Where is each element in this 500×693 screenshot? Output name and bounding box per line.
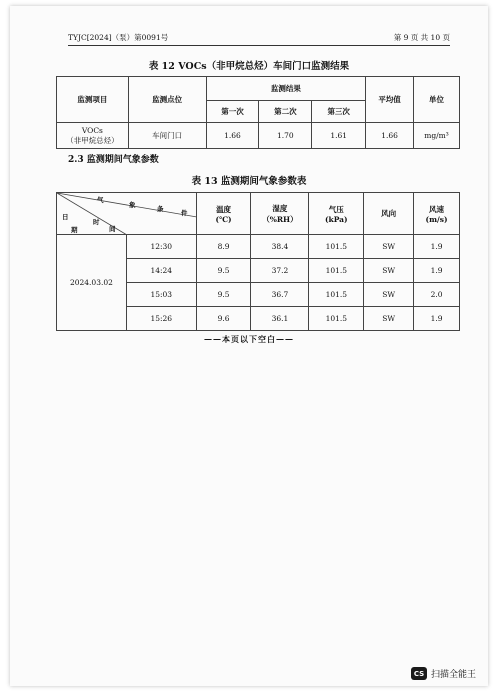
- th-point: 监测点位: [128, 77, 206, 123]
- diag-tiao: 条: [157, 205, 164, 213]
- cell-time: 14:24: [126, 259, 196, 283]
- temp-label: 温度: [216, 204, 232, 214]
- cell-wind-speed: 1.9: [414, 259, 460, 283]
- diagonal-lines: [57, 193, 197, 235]
- th-item: 监测项目: [57, 77, 129, 123]
- diag-jian: 件: [181, 209, 188, 217]
- cell-second: 1.70: [259, 123, 312, 149]
- diag-jian2: 间: [109, 225, 116, 233]
- cell-point: 车间门口: [128, 123, 206, 149]
- pressure-unit: (kPa): [325, 214, 348, 224]
- table12-caption: 表 12 VOCs（非甲烷总烃）车间门口监测结果: [148, 61, 350, 72]
- cell-wind-speed: 1.9: [414, 235, 460, 259]
- cell-wind-dir: SW: [364, 307, 414, 331]
- humidity-label: 湿度: [272, 203, 288, 213]
- report-number: TYJC[2024]（泵）第0091号: [68, 33, 169, 42]
- cell-temp: 8.9: [196, 235, 251, 259]
- document-page: [10, 6, 488, 686]
- diag-qi2: 期: [71, 226, 78, 234]
- cell-third: 1.61: [312, 123, 366, 149]
- cell-temp: 9.5: [196, 283, 251, 307]
- diag-shi: 时: [93, 218, 100, 226]
- cell-wind-dir: SW: [364, 283, 414, 307]
- cell-date: 2024.03.02: [57, 235, 127, 331]
- th-wind-dir: 风向: [364, 193, 414, 235]
- cell-first: 1.66: [206, 123, 259, 149]
- th-temp: [196, 193, 251, 235]
- th-second: 第二次: [259, 101, 312, 123]
- page-number: 第 9 页 共 10 页: [393, 33, 450, 42]
- cell-item: [57, 123, 129, 149]
- cell-pressure: 101.5: [309, 259, 364, 283]
- item-line2: （非甲烷总烃）: [66, 135, 119, 145]
- temp-unit: (℃): [215, 214, 232, 224]
- cell-humidity: 38.4: [251, 235, 309, 259]
- cell-time: 15:03: [126, 283, 196, 307]
- cell-temp: 9.5: [196, 259, 251, 283]
- cell-temp: 9.6: [196, 307, 251, 331]
- cell-avg: 1.66: [366, 123, 414, 149]
- wind-speed-label: 风速: [429, 204, 445, 214]
- th-unit: 单位: [414, 77, 460, 123]
- humidity-unit: （%RH）: [262, 214, 298, 224]
- cell-unit: mg/m³: [414, 123, 460, 149]
- table13-caption: 表 13 监测期间气象参数表: [191, 176, 307, 187]
- cell-time: 12:30: [126, 235, 196, 259]
- th-pressure: [309, 193, 364, 235]
- section-title: 2.3 监测期间气象参数: [68, 155, 159, 165]
- cell-wind-dir: SW: [364, 259, 414, 283]
- th-wind-speed: [414, 193, 460, 235]
- cell-wind-dir: SW: [364, 235, 414, 259]
- camscanner-logo-icon: CS: [411, 667, 427, 680]
- blank-below-note: ——本页以下空白——: [204, 334, 294, 344]
- cell-pressure: 101.5: [309, 307, 364, 331]
- table12: [56, 76, 460, 149]
- watermark-text: 扫描全能王: [430, 670, 476, 680]
- table13: [56, 192, 460, 331]
- th-avg: 平均值: [366, 77, 414, 123]
- diagonal-header-cell: [57, 193, 197, 235]
- diag-xiang: 象: [129, 201, 136, 209]
- cell-pressure: 101.5: [309, 235, 364, 259]
- th-results: 监测结果: [206, 77, 366, 101]
- cell-humidity: 36.1: [251, 307, 309, 331]
- pressure-label: 气压: [328, 204, 344, 214]
- th-first: 第一次: [206, 101, 259, 123]
- cell-time: 15:26: [126, 307, 196, 331]
- cell-pressure: 101.5: [309, 283, 364, 307]
- cell-wind-speed: 2.0: [414, 283, 460, 307]
- th-third: 第三次: [312, 101, 366, 123]
- cell-humidity: 36.7: [251, 283, 309, 307]
- wind-speed-unit: (m/s): [425, 214, 448, 224]
- scanner-watermark: [411, 667, 476, 680]
- th-humidity: [251, 193, 309, 235]
- item-line1: VOCs: [81, 125, 103, 135]
- cell-humidity: 37.2: [251, 259, 309, 283]
- diag-ri: 日: [62, 213, 69, 221]
- cell-wind-speed: 1.9: [414, 307, 460, 331]
- page-header: [68, 32, 450, 46]
- table-row: [57, 235, 460, 259]
- diag-qi: 气: [97, 196, 104, 204]
